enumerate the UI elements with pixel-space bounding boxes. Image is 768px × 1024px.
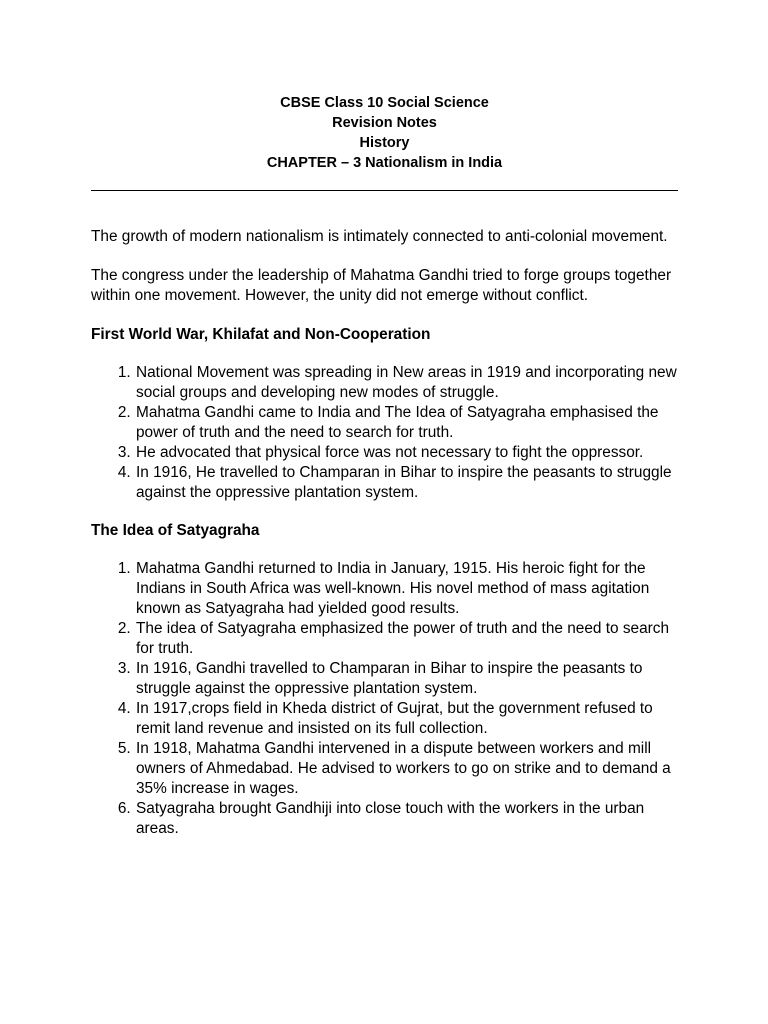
list-item: 2. Mahatma Gandhi came to India and The Idea of Satyagraha emphasised the power of truth and the need to search for truth. [135,403,681,443]
list-item: 1. Mahatma Gandhi returned to India in January, 1915. His heroic fight for the Indians in South Africa was well-known. His novel method of mass agitation known as Satyagraha had yielded good results. [135,559,681,619]
header-discipline: History [359,135,410,151]
section-heading-first-world-war: First World War, Khilafat and Non-Cooperation [91,326,431,343]
list-item: 5. In 1918, Mahatma Gandhi intervened in a dispute between workers and mill owners of Ahmedabad. He advised to workers to go on strike and to demand a 35% increase in wages. [135,739,681,799]
list-item: 3. He advocated that physical force was not necessary to fight the oppressor. [135,443,681,463]
intro-paragraph-1: The growth of modern nationalism is intimately connected to anti-colonial movement. [91,228,668,245]
section-1-list [91,363,681,503]
header-subject: CBSE Class 10 Social Science [280,95,489,111]
header-notes-type: Revision Notes [332,115,437,131]
list-item: 4. In 1916, He travelled to Champaran in Bihar to inspire the peasants to struggle against the oppressive plantation system. [135,463,681,503]
section-2-list [91,559,681,839]
list-item: 3. In 1916, Gandhi travelled to Champaran in Bihar to inspire the peasants to struggle against the oppressive plantation system. [135,659,681,699]
intro-paragraph-2: The congress under the leadership of Mahatma Gandhi tried to forge groups together within one movement. However, the unity did not emerge without conflict. [91,267,672,304]
header-divider [91,190,678,191]
list-item: 4. In 1917,crops field in Kheda district of Gujrat, but the government refused to remit land revenue and insisted on its full collection. [135,699,681,739]
list-item: 1. National Movement was spreading in New areas in 1919 and incorporating new social groups and developing new modes of struggle. [135,363,681,403]
header-chapter-title: CHAPTER – 3 Nationalism in India [266,155,503,171]
document-body [91,227,681,857]
list-item: 6. Satyagraha brought Gandhiji into close touch with the workers in the urban areas. [135,799,681,839]
document-header [91,93,678,173]
list-item: 2. The idea of Satyagraha emphasized the power of truth and the need to search for truth. [135,619,681,659]
section-heading-satyagraha: The Idea of Satyagraha [91,522,260,539]
